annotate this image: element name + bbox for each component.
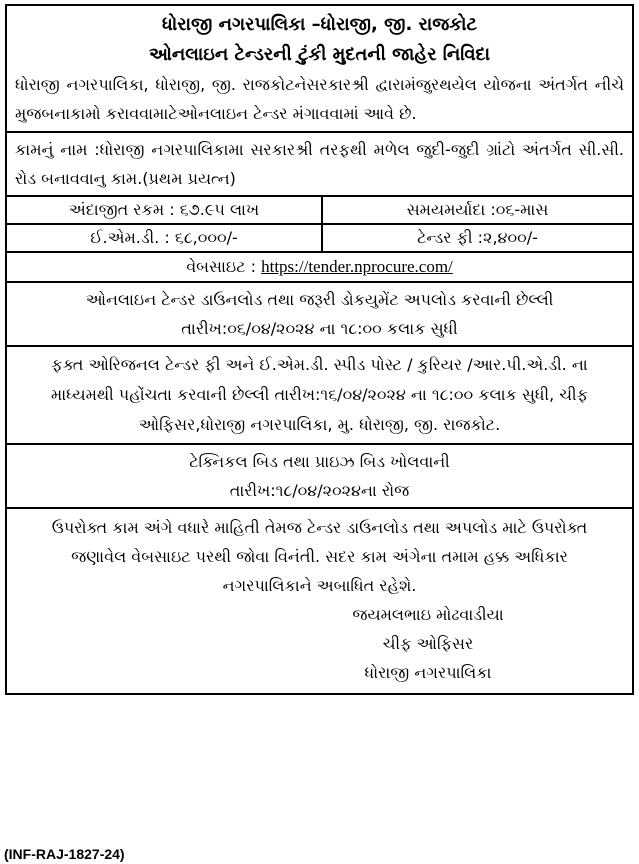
amount-time-row [7,197,632,225]
signatory-name: જયમલભાઇ મોઢવાડીયા [352,605,504,624]
physical-submission-deadline: ફક્ત ઓરિજનલ ટેન્ડર ફી અને ઈ.એમ.ડી. સ્પીડ પોસ્ટ / કુરિયર /આર.પી.એ.ડી. ના માધ્યમથી પહોંચતા કરવાની છેલ્લી તારીખ:૧૬/૦૪/૨૦૨૪ ના ૧૮:૦૦ કલાક સુધી, ચીફ ઓફિસર,ધોરાજી નગરપાલિકા, મુ. ધોરાજી, જી. રાજકોટ. [7,347,632,445]
website-label: વેબસાઇટ : [186,257,256,276]
tender-fee: ટેન્ડર ફી :૨,૪૦૦/- [417,228,538,247]
website-link[interactable]: https://tender.nprocure.com/ [261,257,453,276]
emd-amount: ઈ.એમ.ડી. : ૬૮,૦૦૦/- [7,225,323,251]
tender-notice [5,4,634,695]
download-deadline: ઓનલાઇન ટેન્ડર ડાઉનલોડ તથા જરૂરી ડોકયુમેંટ અપલોડ કરવાની છેલ્લી તારીખ:૦૬/૦૪/૨૦૨૪ ના ૧૮:૦૦ કલાક સુધી [7,283,632,347]
notice-header [7,6,632,133]
estimated-amount: અંદાજીત રકમ : ૬૭.૯૫ લાખ [7,197,323,223]
notice-intro: ધોરાજી નગરપાલિકા, ધોરાજી, જી. રાજકોટનેસરકારશ્રી દ્વારામંજુરથયેલ યોજના અંતર્ગત નીચે મુજબનાકામો કરાવવામાટેઓનલાઇન ટેન્ડર મંગાવવામાં આવે છે. [15,75,624,123]
work-name: કામનું નામ :ધોરાજી નગરપાલિકામા સરકારશ્રી તરફથી મળેલ જુદી-જુદી ગ્રાંટો અંતર્ગત સી.સી. રોડ બનાવવાનુ કામ.(પ્રથમ પ્રયત્ન) [7,133,632,197]
website-row [7,253,632,283]
notice-title: ઓનલાઇન ટેન્ડરની ટુંકી મુદતની જાહેર નિવિદા [148,44,491,65]
signatory-block [15,600,624,687]
reference-number: (INF-RAJ-1827-24) [4,846,129,862]
footer-note: ઉપરોક્ત કામ અંગે વધારે માહિતી તેમજ ટેન્ડર ડાઉનલોડ તથા અપલોડ માટે ઉપરોક્ત જણાવેલ વેબસાઇટ પરથી જોવા વિનંતી. સદર કામ અંગેના તમામ હક્ક અધિકાર નગરપાલિકાને અબાધિત રહેશે. [51,518,588,595]
emd-fee-row [7,225,632,253]
signatory-title: ચીફ ઓફિસર [382,634,474,653]
time-limit: સમયમર્યાદા :૦૬-માસ [406,200,549,219]
municipality-title: ધોરાજી નગરપાલિકા –ધોરાજી, જી. રાજકોટ [162,14,477,35]
bid-opening-date: ટેક્નિકલ બિડ તથા પ્રાઇઝ બિડ ખોલવાની તારીખ:૧૮/૦૪/૨૦૨૪ના રોજ [7,445,632,509]
notice-footer [7,509,632,693]
signatory-org: ધોરાજી નગરપાલિકા [364,663,492,682]
